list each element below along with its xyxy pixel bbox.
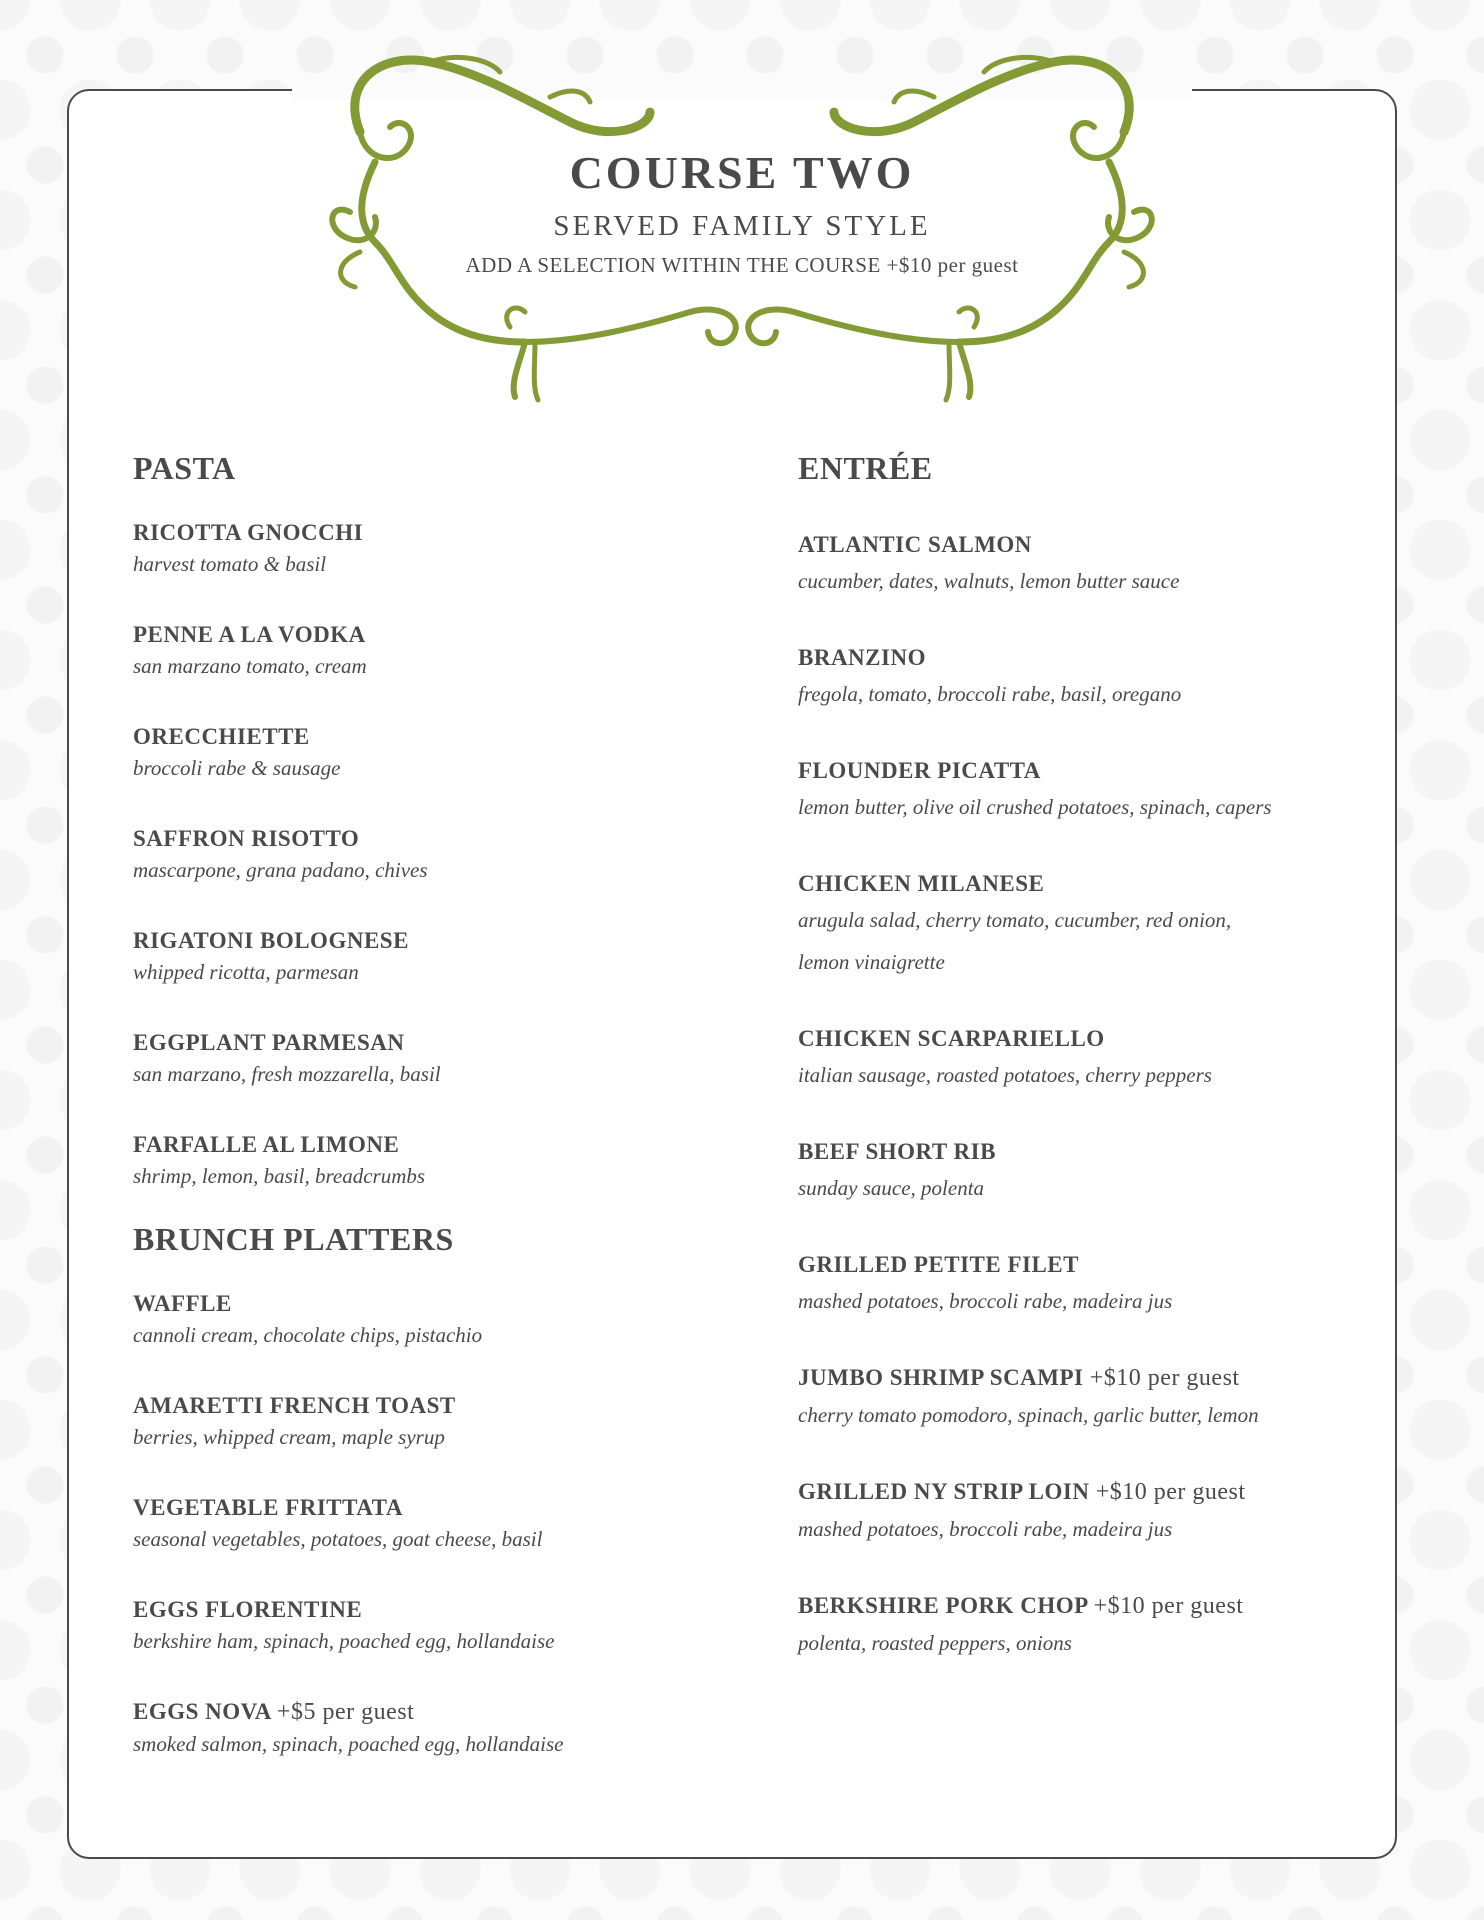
item-name <box>133 1594 693 1625</box>
item-desc: cherry tomato pomodoro, spinach, garlic butter, lemon <box>798 1403 1259 1427</box>
left-column <box>133 450 693 1761</box>
item-name-text: GRILLED NY STRIP LOIN <box>798 1479 1090 1504</box>
item-name-text: BERKSHIRE PORK CHOP <box>798 1593 1088 1618</box>
item-name-text: VEGETABLE FRITTATA <box>133 1495 403 1520</box>
item-desc: mashed potatoes, broccoli rabe, madeira jus <box>798 1517 1173 1541</box>
item-desc: harvest tomato & basil <box>133 552 327 576</box>
item-name <box>798 642 1358 673</box>
page-title: COURSE TWO <box>569 147 915 198</box>
item-desc: mascarpone, grana padano, chives <box>133 858 428 882</box>
menu-item <box>133 823 693 887</box>
item-name <box>798 1476 1358 1508</box>
item-desc: smoked salmon, spinach, poached egg, hollandaise <box>133 1732 564 1756</box>
item-desc: sunday sauce, polenta <box>798 1176 985 1200</box>
page-subtitle: SERVED FAMILY STYLE <box>553 210 931 242</box>
menu-item <box>798 1136 1358 1209</box>
menu-item <box>133 721 693 785</box>
item-name <box>798 868 1358 899</box>
menu-item <box>798 1476 1358 1550</box>
item-desc: cannoli cream, chocolate chips, pistachio <box>133 1323 483 1347</box>
item-name-text: EGGS FLORENTINE <box>133 1597 363 1622</box>
right-column <box>798 450 1358 1664</box>
item-price: +$5 per guest <box>276 1699 415 1725</box>
item-name: EGGPLANT PARMESAN <box>133 1030 405 1055</box>
item-name <box>133 1696 693 1728</box>
menu-item <box>798 642 1358 715</box>
item-name-text: BRANZINO <box>798 645 926 670</box>
menu-item <box>133 517 693 581</box>
item-price: +$10 per guest <box>1093 1593 1244 1619</box>
item-desc: berkshire ham, spinach, poached egg, hollandaise <box>133 1629 555 1653</box>
item-price: +$10 per guest <box>1095 1479 1246 1505</box>
item-name-text: CHICKEN MILANESE <box>798 871 1045 896</box>
item-desc: cucumber, dates, walnuts, lemon butter sauce <box>798 569 1180 593</box>
menu-item <box>798 1362 1358 1436</box>
item-name: RICOTTA GNOCCHI <box>133 520 364 545</box>
item-name-text: WAFFLE <box>133 1291 232 1316</box>
item-name-text: BEEF SHORT RIB <box>798 1139 996 1164</box>
course-header <box>320 147 1164 278</box>
section-title-entree: ENTRÉE <box>798 450 933 486</box>
menu-item <box>133 1390 693 1454</box>
item-desc: fregola, tomato, broccoli rabe, basil, oregano <box>798 682 1182 706</box>
menu-item <box>133 1288 693 1352</box>
item-desc: broccoli rabe & sausage <box>133 756 341 780</box>
item-name: FARFALLE AL LIMONE <box>133 1132 400 1157</box>
menu-item <box>798 1023 1358 1096</box>
item-desc: lemon butter, olive oil crushed potatoes, spinach, capers <box>798 795 1272 819</box>
item-name: RIGATONI BOLOGNESE <box>133 928 409 953</box>
item-name-text: ATLANTIC SALMON <box>798 532 1032 557</box>
item-name <box>798 1249 1358 1280</box>
item-desc: whipped ricotta, parmesan <box>133 960 359 984</box>
item-desc: shrimp, lemon, basil, breadcrumbs <box>133 1164 426 1188</box>
menu-item <box>133 1027 693 1091</box>
item-name <box>798 1362 1358 1394</box>
item-name <box>133 1390 693 1421</box>
item-name-text: FLOUNDER PICATTA <box>798 758 1041 783</box>
item-name <box>798 1023 1358 1054</box>
menu-item <box>798 529 1358 602</box>
item-name <box>133 1288 693 1319</box>
item-price: +$10 per guest <box>1089 1365 1240 1391</box>
menu-item <box>133 1492 693 1556</box>
item-name <box>798 1136 1358 1167</box>
menu-item <box>798 755 1358 828</box>
item-desc: mashed potatoes, broccoli rabe, madeira jus <box>798 1289 1173 1313</box>
menu-item <box>798 1590 1358 1664</box>
section-title-pasta: PASTA <box>133 450 236 486</box>
menu-item <box>133 1696 693 1761</box>
item-name-text: EGGS NOVA <box>133 1699 271 1724</box>
item-name-text: AMARETTI FRENCH TOAST <box>133 1393 456 1418</box>
item-desc: berries, whipped cream, maple syrup <box>133 1425 445 1449</box>
item-name: SAFFRON RISOTTO <box>133 826 360 851</box>
item-desc: seasonal vegetables, potatoes, goat cheese, basil <box>133 1527 543 1551</box>
item-name <box>133 1492 693 1523</box>
item-desc: arugula salad, cherry tomato, cucumber, red onion, <box>798 908 1232 932</box>
item-desc: polenta, roasted peppers, onions <box>798 1631 1072 1655</box>
item-name-text: JUMBO SHRIMP SCAMPI <box>798 1365 1084 1390</box>
menu-item <box>133 925 693 989</box>
item-name-text: CHICKEN SCARPARIELLO <box>798 1026 1105 1051</box>
menu-item <box>798 1249 1358 1322</box>
menu-item <box>133 1129 693 1193</box>
menu-item <box>133 619 693 683</box>
item-name <box>798 755 1358 786</box>
item-name: PENNE A LA VODKA <box>133 622 366 647</box>
section-title-brunch: BRUNCH PLATTERS <box>133 1221 454 1257</box>
item-desc: san marzano, fresh mozzarella, basil <box>133 1062 441 1086</box>
item-desc: san marzano tomato, cream <box>133 654 367 678</box>
item-name <box>798 1590 1358 1622</box>
item-name <box>798 529 1358 560</box>
item-name: ORECCHIETTE <box>133 724 310 749</box>
item-name-text: GRILLED PETITE FILET <box>798 1252 1079 1277</box>
menu-item <box>798 868 1358 983</box>
menu-item <box>133 1594 693 1658</box>
item-desc: italian sausage, roasted potatoes, cherry peppers <box>798 1063 1212 1087</box>
item-desc-line2: lemon vinaigrette <box>798 950 945 974</box>
upgrade-note: ADD A SELECTION WITHIN THE COURSE +$10 per guest <box>465 253 1019 277</box>
